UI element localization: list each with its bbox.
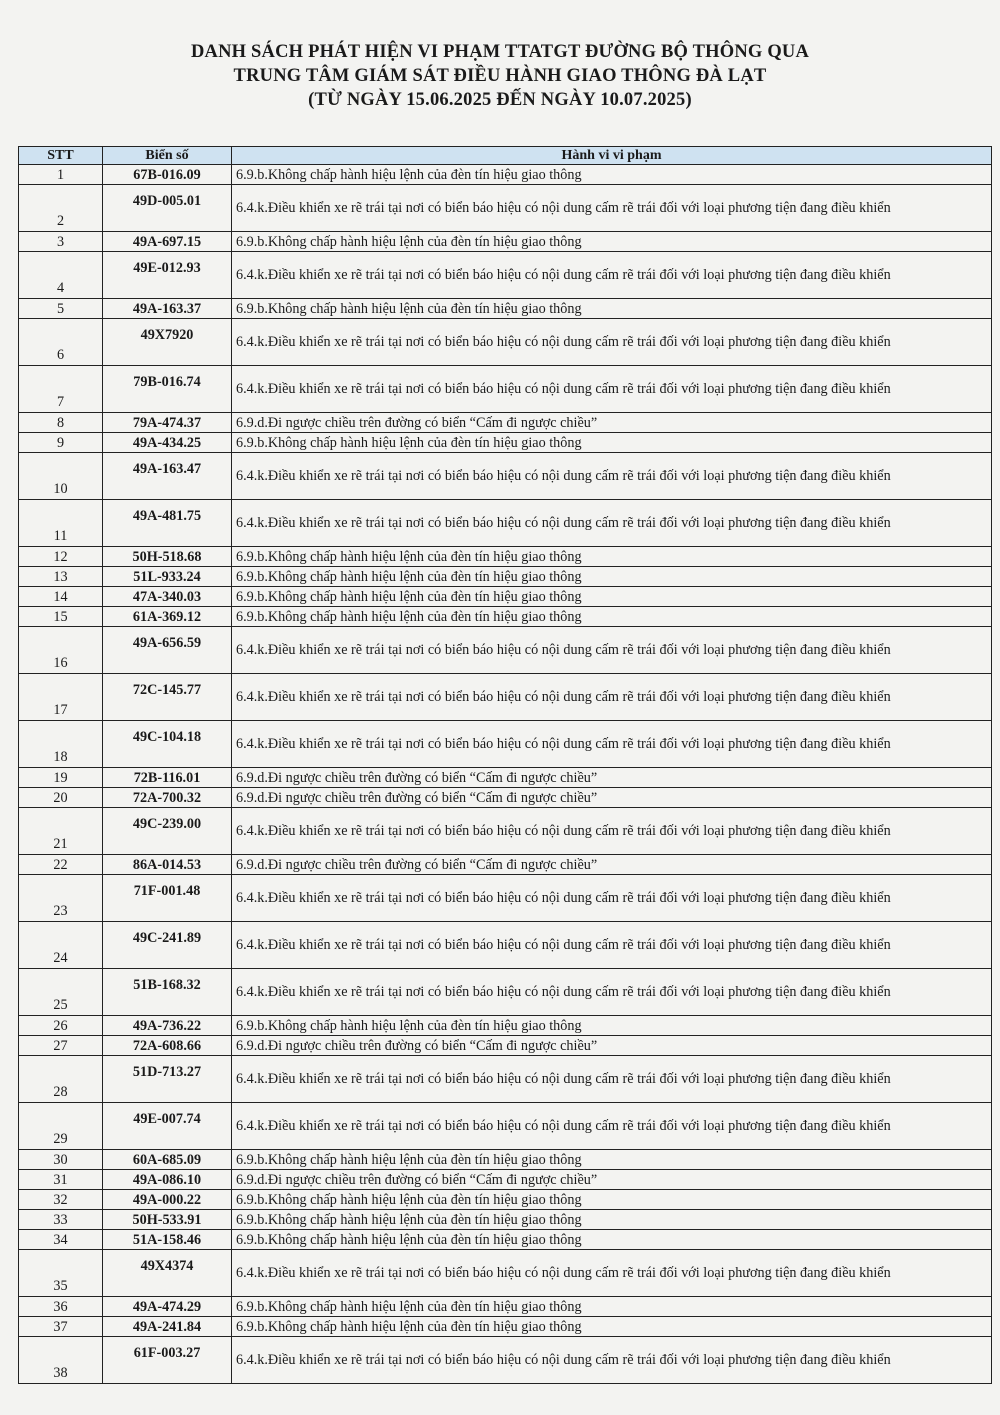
row-violation: 6.9.b.Không chấp hành hiệu lệnh của đèn tín hiệu giao thông [232,547,992,567]
row-violation: 6.9.b.Không chấp hành hiệu lệnh của đèn tín hiệu giao thông [232,1150,992,1170]
table-row [19,433,992,453]
table-row [19,165,992,185]
row-plate: 72A-608.66 [103,1036,232,1056]
table-row [19,567,992,587]
row-plate: 50H-518.68 [103,547,232,567]
table-row [19,319,992,366]
row-violation: 6.9.b.Không chấp hành hiệu lệnh của đèn tín hiệu giao thông [232,1210,992,1230]
row-plate: 79A-474.37 [103,413,232,433]
row-stt: 12 [19,547,103,567]
row-plate: 61F-003.27 [103,1337,232,1384]
table-row [19,413,992,433]
table-row [19,721,992,768]
row-violation: 6.4.k.Điều khiển xe rẽ trái tại nơi có biển báo hiệu có nội dung cấm rẽ trái đối với loại phương tiện đang điều khiển [232,1337,992,1384]
table-row [19,875,992,922]
row-violation: 6.4.k.Điều khiển xe rẽ trái tại nơi có biển báo hiệu có nội dung cấm rẽ trái đối với loại phương tiện đang điều khiển [232,969,992,1016]
row-stt: 25 [19,969,103,1016]
table-row [19,453,992,500]
row-violation: 6.4.k.Điều khiển xe rẽ trái tại nơi có biển báo hiệu có nội dung cấm rẽ trái đối với loại phương tiện đang điều khiển [232,185,992,232]
row-stt: 2 [19,185,103,232]
row-plate: 49X4374 [103,1250,232,1297]
row-plate: 49C-104.18 [103,721,232,768]
table-row [19,366,992,413]
table-row [19,1230,992,1250]
row-violation: 6.9.b.Không chấp hành hiệu lệnh của đèn tín hiệu giao thông [232,1317,992,1337]
row-stt: 11 [19,500,103,547]
table-row [19,788,992,808]
row-plate: 67B-016.09 [103,165,232,185]
row-stt: 33 [19,1210,103,1230]
row-plate: 49A-474.29 [103,1297,232,1317]
table-row [19,1170,992,1190]
row-violation: 6.9.b.Không chấp hành hiệu lệnh của đèn tín hiệu giao thông [232,232,992,252]
row-plate: 49A-163.37 [103,299,232,319]
row-stt: 17 [19,674,103,721]
title-line-2: TRUNG TÂM GIÁM SÁT ĐIỀU HÀNH GIAO THÔNG ĐÀ LẠT [233,66,767,86]
row-plate: 49A-697.15 [103,232,232,252]
row-stt: 15 [19,607,103,627]
row-stt: 27 [19,1036,103,1056]
row-stt: 14 [19,587,103,607]
row-plate: 49A-241.84 [103,1317,232,1337]
row-stt: 20 [19,788,103,808]
title-line-3: (TỪ NGÀY 15.06.2025 ĐẾN NGÀY 10.07.2025) [308,90,692,110]
row-plate: 51A-158.46 [103,1230,232,1250]
table-row [19,1036,992,1056]
row-stt: 38 [19,1337,103,1384]
table-row [19,1337,992,1384]
row-violation: 6.4.k.Điều khiển xe rẽ trái tại nơi có biển báo hiệu có nội dung cấm rẽ trái đối với loại phương tiện đang điều khiển [232,366,992,413]
table-row [19,808,992,855]
header-stt: STT [19,147,103,165]
row-stt: 29 [19,1103,103,1150]
row-violation: 6.4.k.Điều khiển xe rẽ trái tại nơi có biển báo hiệu có nội dung cấm rẽ trái đối với loại phương tiện đang điều khiển [232,1056,992,1103]
table-row [19,1317,992,1337]
row-plate: 47A-340.03 [103,587,232,607]
row-violation: 6.4.k.Điều khiển xe rẽ trái tại nơi có biển báo hiệu có nội dung cấm rẽ trái đối với loại phương tiện đang điều khiển [232,674,992,721]
row-stt: 22 [19,855,103,875]
row-plate: 72C-145.77 [103,674,232,721]
row-plate: 49A-086.10 [103,1170,232,1190]
row-stt: 31 [19,1170,103,1190]
row-plate: 71F-001.48 [103,875,232,922]
table-row [19,627,992,674]
table-row [19,855,992,875]
row-plate: 86A-014.53 [103,855,232,875]
row-plate: 49C-239.00 [103,808,232,855]
table-row [19,299,992,319]
row-violation: 6.4.k.Điều khiển xe rẽ trái tại nơi có biển báo hiệu có nội dung cấm rẽ trái đối với loại phương tiện đang điều khiển [232,319,992,366]
row-violation: 6.4.k.Điều khiển xe rẽ trái tại nơi có biển báo hiệu có nội dung cấm rẽ trái đối với loại phương tiện đang điều khiển [232,922,992,969]
row-stt: 24 [19,922,103,969]
row-violation: 6.4.k.Điều khiển xe rẽ trái tại nơi có biển báo hiệu có nội dung cấm rẽ trái đối với loại phương tiện đang điều khiển [232,453,992,500]
row-plate: 49D-005.01 [103,185,232,232]
row-violation: 6.4.k.Điều khiển xe rẽ trái tại nơi có biển báo hiệu có nội dung cấm rẽ trái đối với loại phương tiện đang điều khiển [232,1250,992,1297]
row-plate: 49C-241.89 [103,922,232,969]
row-stt: 19 [19,768,103,788]
table-row [19,1297,992,1317]
row-stt: 36 [19,1297,103,1317]
table-row [19,1250,992,1297]
table-row [19,587,992,607]
row-violation: 6.9.b.Không chấp hành hiệu lệnh của đèn tín hiệu giao thông [232,567,992,587]
row-violation: 6.9.d.Đi ngược chiều trên đường có biển “Cấm đi ngược chiều” [232,1170,992,1190]
row-plate: 49X7920 [103,319,232,366]
row-stt: 37 [19,1317,103,1337]
row-plate: 49A-434.25 [103,433,232,453]
row-violation: 6.9.b.Không chấp hành hiệu lệnh của đèn tín hiệu giao thông [232,299,992,319]
table-row [19,1190,992,1210]
row-violation: 6.9.d.Đi ngược chiều trên đường có biển “Cấm đi ngược chiều” [232,855,992,875]
row-plate: 51D-713.27 [103,1056,232,1103]
row-plate: 49A-736.22 [103,1016,232,1036]
row-violation: 6.4.k.Điều khiển xe rẽ trái tại nơi có biển báo hiệu có nội dung cấm rẽ trái đối với loại phương tiện đang điều khiển [232,252,992,299]
row-stt: 10 [19,453,103,500]
row-stt: 4 [19,252,103,299]
row-stt: 34 [19,1230,103,1250]
row-violation: 6.9.d.Đi ngược chiều trên đường có biển “Cấm đi ngược chiều” [232,413,992,433]
table-row [19,1056,992,1103]
row-stt: 6 [19,319,103,366]
row-violation: 6.9.d.Đi ngược chiều trên đường có biển “Cấm đi ngược chiều” [232,768,992,788]
header-violation: Hành vi vi phạm [232,147,992,165]
row-stt: 13 [19,567,103,587]
row-violation: 6.4.k.Điều khiển xe rẽ trái tại nơi có biển báo hiệu có nội dung cấm rẽ trái đối với loại phương tiện đang điều khiển [232,627,992,674]
table-row [19,252,992,299]
row-plate: 49E-012.93 [103,252,232,299]
table-row [19,768,992,788]
table-row [19,1150,992,1170]
row-stt: 28 [19,1056,103,1103]
row-stt: 30 [19,1150,103,1170]
row-stt: 16 [19,627,103,674]
table-header-row [19,147,992,165]
row-violation: 6.9.b.Không chấp hành hiệu lệnh của đèn tín hiệu giao thông [232,1230,992,1250]
table-row [19,500,992,547]
row-violation: 6.9.b.Không chấp hành hiệu lệnh của đèn tín hiệu giao thông [232,587,992,607]
table-row [19,1103,992,1150]
row-plate: 79B-016.74 [103,366,232,413]
row-violation: 6.4.k.Điều khiển xe rẽ trái tại nơi có biển báo hiệu có nội dung cấm rẽ trái đối với loại phương tiện đang điều khiển [232,721,992,768]
title-line-1: DANH SÁCH PHÁT HIỆN VI PHẠM TTATGT ĐƯỜNG BỘ THÔNG QUA [190,42,810,62]
table-row [19,1016,992,1036]
row-plate: 51L-933.24 [103,567,232,587]
row-violation: 6.4.k.Điều khiển xe rẽ trái tại nơi có biển báo hiệu có nội dung cấm rẽ trái đối với loại phương tiện đang điều khiển [232,1103,992,1150]
document-title [0,40,1000,112]
row-violation: 6.4.k.Điều khiển xe rẽ trái tại nơi có biển báo hiệu có nội dung cấm rẽ trái đối với loại phương tiện đang điều khiển [232,808,992,855]
row-plate: 60A-685.09 [103,1150,232,1170]
row-violation: 6.9.d.Đi ngược chiều trên đường có biển “Cấm đi ngược chiều” [232,1036,992,1056]
violations-table [18,146,992,1384]
row-plate: 49A-000.22 [103,1190,232,1210]
table-row [19,1210,992,1230]
row-stt: 3 [19,232,103,252]
row-stt: 1 [19,165,103,185]
row-plate: 61A-369.12 [103,607,232,627]
row-stt: 26 [19,1016,103,1036]
row-plate: 72B-116.01 [103,768,232,788]
row-plate: 50H-533.91 [103,1210,232,1230]
row-plate: 51B-168.32 [103,969,232,1016]
table-row [19,922,992,969]
row-violation: 6.9.b.Không chấp hành hiệu lệnh của đèn tín hiệu giao thông [232,433,992,453]
row-plate: 72A-700.32 [103,788,232,808]
row-stt: 8 [19,413,103,433]
row-stt: 21 [19,808,103,855]
row-plate: 49A-481.75 [103,500,232,547]
row-stt: 18 [19,721,103,768]
row-plate: 49A-656.59 [103,627,232,674]
table-row [19,232,992,252]
row-violation: 6.9.b.Không chấp hành hiệu lệnh của đèn tín hiệu giao thông [232,1190,992,1210]
row-violation: 6.9.b.Không chấp hành hiệu lệnh của đèn tín hiệu giao thông [232,607,992,627]
table-row [19,969,992,1016]
row-plate: 49E-007.74 [103,1103,232,1150]
row-violation: 6.9.b.Không chấp hành hiệu lệnh của đèn tín hiệu giao thông [232,165,992,185]
table-row [19,674,992,721]
row-stt: 23 [19,875,103,922]
row-stt: 5 [19,299,103,319]
row-violation: 6.4.k.Điều khiển xe rẽ trái tại nơi có biển báo hiệu có nội dung cấm rẽ trái đối với loại phương tiện đang điều khiển [232,875,992,922]
row-stt: 9 [19,433,103,453]
table-row [19,185,992,232]
row-stt: 7 [19,366,103,413]
row-stt: 32 [19,1190,103,1210]
row-violation: 6.4.k.Điều khiển xe rẽ trái tại nơi có biển báo hiệu có nội dung cấm rẽ trái đối với loại phương tiện đang điều khiển [232,500,992,547]
row-violation: 6.9.b.Không chấp hành hiệu lệnh của đèn tín hiệu giao thông [232,1297,992,1317]
table-row [19,547,992,567]
table-row [19,607,992,627]
row-violation: 6.9.b.Không chấp hành hiệu lệnh của đèn tín hiệu giao thông [232,1016,992,1036]
row-stt: 35 [19,1250,103,1297]
row-violation: 6.9.d.Đi ngược chiều trên đường có biển “Cấm đi ngược chiều” [232,788,992,808]
row-plate: 49A-163.47 [103,453,232,500]
header-plate: Biển số [103,147,232,165]
